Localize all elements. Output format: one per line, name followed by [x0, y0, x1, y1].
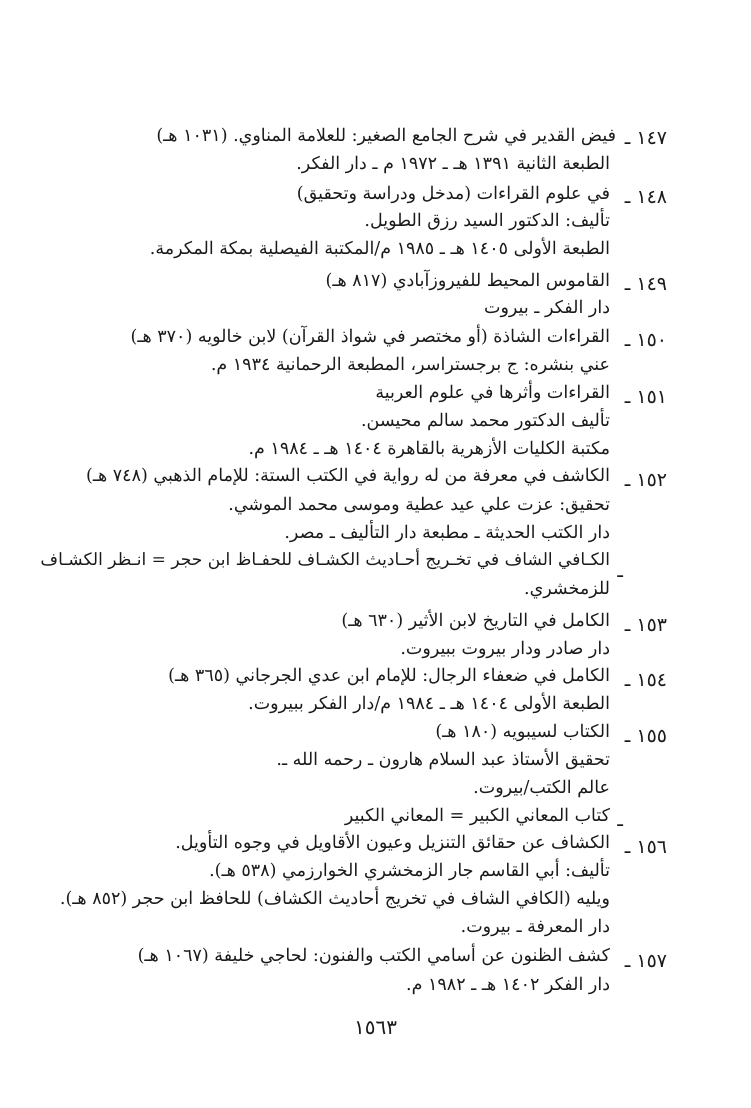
entry-title: كشف الظنون عن أسامي الكتب والفنون: لحاجي خليفة (١٠٦٧ هـ) — [137, 946, 610, 966]
entry-detail: دار الفكر ١٤٠٢ هـ ـ ١٩٨٢ م. — [406, 975, 610, 995]
entry-number: ١٥٦ ـ — [624, 836, 667, 858]
entry-number: ١٤٩ ـ — [624, 273, 667, 295]
entry-title: الكشاف عن حقائق التنزيل وعيون الأقاويل في وجوه التأويل. — [175, 833, 610, 853]
entry-detail: الطبعة الأولى ١٤٠٤ هـ ـ ١٩٨٤ م/دار الفكر ببيروت. — [248, 694, 610, 714]
entry-title: القراءات الشاذة (أو مختصر في شواذ القرآن) لابن خالويه (٣٧٠ هـ) — [130, 327, 610, 347]
entry-number: ١٥٠ ـ — [624, 329, 667, 351]
entry-number: ١٥٢ ـ — [624, 469, 667, 491]
entry-detail: تأليف: الدكتور السيد رزق الطويل. — [364, 211, 610, 231]
entry-title: الكـافي الشاف في تخـريج أحـاديث الكشـاف للحفـاظ ابن حجر = انـظر الكشـاف — [40, 550, 610, 570]
entry-detail: تحقيق الأستاذ عبد السلام هارون ـ رحمه الله ـ. — [276, 750, 610, 770]
entry-detail: للزمخشري. — [524, 579, 610, 599]
entry-detail: الطبعة الأولى ١٤٠٥ هـ ـ ١٩٨٥ م/المكتبة الفيصلية بمكة المكرمة. — [149, 239, 610, 259]
entry-number: ١٤٨ ـ — [624, 186, 667, 208]
entry-title: في علوم القراءات (مدخل ودراسة وتحقيق) — [296, 184, 610, 204]
entry-number: ١٥١ ـ — [624, 386, 667, 408]
entry-detail: تأليف: أبي القاسم جار الزمخشري الخوارزمي (٥٣٨ هـ). — [209, 861, 610, 881]
entry-dash: ـ — [617, 560, 623, 582]
entry-title: كتاب المعاني الكبير = المعاني الكبير — [344, 806, 610, 826]
entry-number: ١٥٤ ـ — [624, 669, 667, 691]
entry-title: الكاشف في معرفة من له رواية في الكتب الستة: للإمام الذهبي (٧٤٨ هـ) — [86, 466, 610, 486]
entry-title: الكتاب لسيبويه (١٨٠ هـ) — [435, 722, 610, 742]
entry-number: ١٥٣ ـ — [624, 614, 667, 636]
entry-detail: تحقيق: عزت علي عيد عطية وموسى محمد الموشي. — [228, 495, 610, 515]
entry-title: القاموس المحيط للفيروزآبادي (٨١٧ هـ) — [325, 271, 610, 291]
entry-detail: دار صادر ودار بيروت ببيروت. — [400, 639, 610, 659]
entry-detail: دار الكتب الحديثة ـ مطبعة دار التأليف ـ مصر. — [284, 523, 610, 543]
entry-detail: تأليف الدكتور محمد سالم محيسن. — [360, 411, 610, 431]
entry-title: الكامل في ضعفاء الرجال: للإمام ابن عدي الجرجاني (٣٦٥ هـ) — [168, 666, 610, 686]
entry-detail: عني بنشره: ج برجستراسر، المطبعة الرحمانية ١٩٣٤ م. — [210, 355, 610, 375]
entry-detail: دار المعرفة ـ بيروت. — [460, 917, 610, 937]
entry-detail: دار الفكر ـ بيروت — [483, 298, 610, 318]
entry-detail: ويليه (الكافي الشاف في تخريج أحاديث الكشاف) للحافظ ابن حجر (٨٥٢ هـ). — [59, 889, 610, 909]
entry-title: فيض القدير في شرح الجامع الصغير: للعلامة المناوي. (١٠٣١ هـ) — [156, 126, 616, 146]
entry-number: ١٥٧ ـ — [624, 950, 667, 972]
entry-detail: الطبعة الثانية ١٣٩١ هـ ـ ١٩٧٢ م ـ دار الفكر. — [296, 154, 610, 174]
entry-title: الكامل في التاريخ لابن الأثير (٦٣٠ هـ) — [341, 611, 610, 631]
entry-detail: مكتبة الكليات الأزهرية بالقاهرة ١٤٠٤ هـ ـ ١٩٨٤ م. — [248, 439, 610, 459]
entry-dash: ـ — [617, 809, 623, 831]
entry-title: القراءات وأثرها في علوم العربية — [375, 383, 610, 403]
page-number: ١٥٦٣ — [354, 1015, 397, 1039]
entry-number: ١٥٥ ـ — [624, 725, 667, 747]
entry-detail: عالم الكتب/بيروت. — [473, 778, 610, 798]
entry-number: ١٤٧ ـ — [624, 127, 667, 149]
